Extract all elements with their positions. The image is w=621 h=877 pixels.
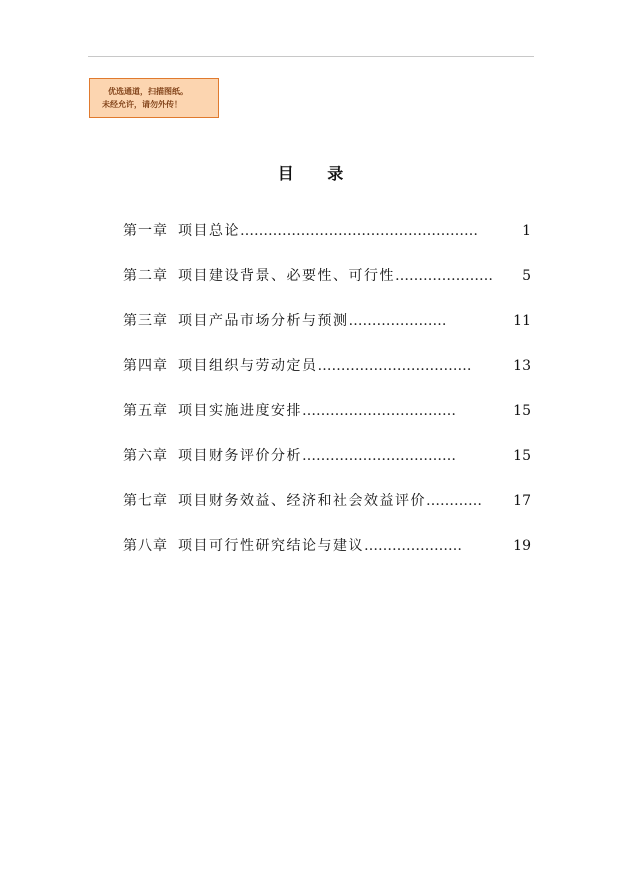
toc-page-number: 15 <box>513 403 531 419</box>
toc-chapter-title: 项目组织与劳动定员 <box>178 358 318 374</box>
toc-chapter-label: 第五章 <box>123 403 168 419</box>
toc-dot-leader: …………………………………………… <box>240 223 478 239</box>
toc-entry-chapter-2[interactable] <box>123 265 531 310</box>
toc-page-number: 13 <box>513 358 531 374</box>
toc-chapter-title: 项目产品市场分析与预测 <box>178 313 349 329</box>
toc-chapter-label: 第一章 <box>123 223 168 239</box>
header-rule <box>88 56 534 57</box>
toc-entry-chapter-8[interactable] <box>123 535 531 580</box>
toc-chapter-label: 第四章 <box>123 358 168 374</box>
stamp-line-2: 未经允许，请勿外传！ <box>102 100 182 109</box>
toc-chapter-title: 项目可行性研究结论与建议 <box>178 538 364 554</box>
toc-entry-chapter-7[interactable] <box>123 490 531 535</box>
toc-chapter-title: 项目财务评价分析 <box>178 448 302 464</box>
watermark-stamp <box>89 78 219 118</box>
toc-dot-leader: …………………………… <box>302 448 456 464</box>
toc-entry-chapter-1[interactable] <box>123 220 531 265</box>
toc-chapter-label: 第六章 <box>123 448 168 464</box>
toc-chapter-title: 项目实施进度安排 <box>178 403 302 419</box>
toc-title: 目 录 <box>277 164 358 183</box>
toc-dot-leader: ………………… <box>364 538 462 554</box>
toc-chapter-label: 第二章 <box>123 268 168 284</box>
toc-chapter-label: 第七章 <box>123 493 168 509</box>
toc-dot-leader: ………………… <box>348 313 447 329</box>
toc-chapter-title: 项目总论 <box>178 223 240 239</box>
toc-dot-leader: …………………………… <box>317 358 472 374</box>
toc-entry-chapter-5[interactable] <box>123 400 531 445</box>
toc-dot-leader: ………… <box>426 493 482 509</box>
toc-chapter-label: 第八章 <box>123 538 168 554</box>
toc-dot-leader: ………………… <box>395 268 493 284</box>
toc-chapter-title: 项目财务效益、经济和社会效益评价 <box>178 493 426 509</box>
stamp-line-1: 优选通道，扫描图纸。 <box>108 87 188 96</box>
toc-chapter-title: 项目建设背景、必要性、可行性 <box>178 268 395 284</box>
toc-page-number: 19 <box>513 538 531 554</box>
toc-entry-chapter-3[interactable] <box>123 310 531 355</box>
toc-entry-chapter-4[interactable] <box>123 355 531 400</box>
toc-chapter-label: 第三章 <box>123 313 168 329</box>
toc-entry-chapter-6[interactable] <box>123 445 531 490</box>
toc-page-number: 15 <box>513 448 531 464</box>
toc-page-number: 5 <box>522 268 531 284</box>
table-of-contents <box>123 220 531 580</box>
toc-page-number: 11 <box>513 313 531 329</box>
toc-page-number: 17 <box>513 493 531 509</box>
toc-dot-leader: …………………………… <box>302 403 456 419</box>
toc-page-number: 1 <box>522 223 531 239</box>
